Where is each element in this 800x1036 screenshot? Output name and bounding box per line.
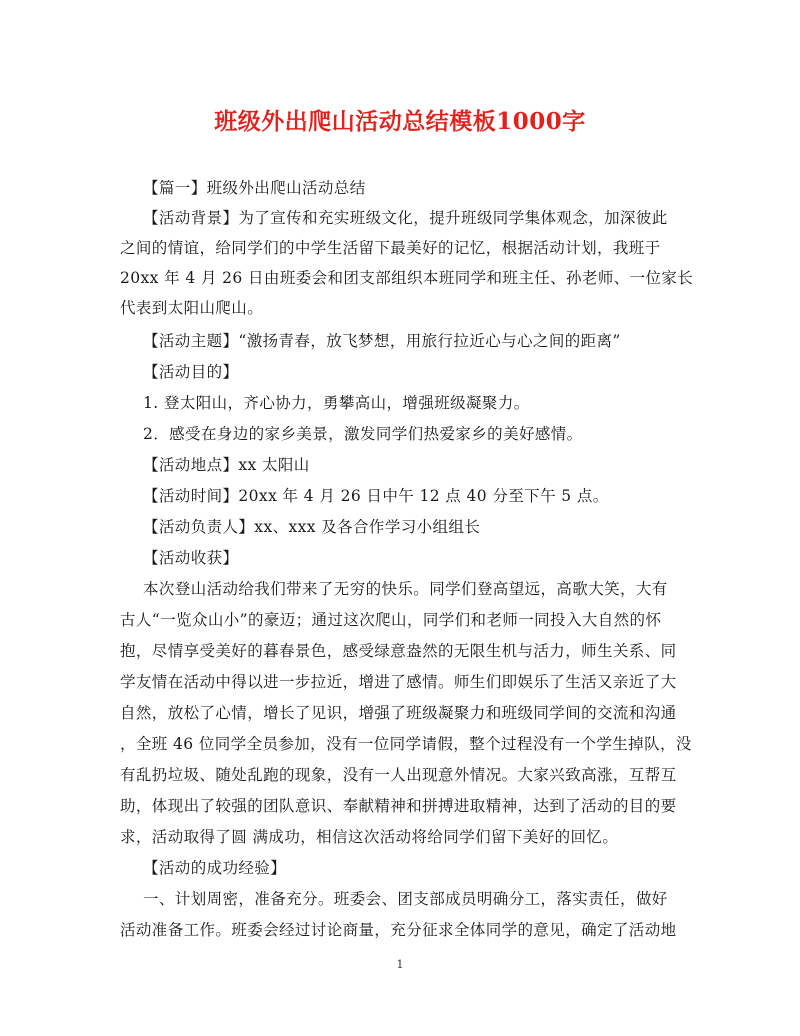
paragraph-line: 求，活动取得了圆 满成功，相信这次活动将给同学们留下美好的回忆。 xyxy=(120,828,619,846)
paragraph-line: ，全班 46 位同学全员参加，没有一位同学请假，整个过程没有一个学生掉队，没 xyxy=(120,735,692,753)
page-number: 1 xyxy=(396,958,404,971)
paragraph-line: 自然，放松了心情，增长了见识，增强了班级凝聚力和班级同学间的交流和沟通 xyxy=(120,704,677,722)
paragraph-line: 【活动负责人】xx、xxx 及各合作学习小组组长 xyxy=(143,518,481,536)
paragraph-line: 【活动背景】为了宣传和充实班级文化，提升班级同学集体观念，加深彼此 xyxy=(143,209,668,227)
paragraph-line: 学友情在活动中得以进一步拉近，增进了感情。师生们即娱乐了生活又亲近了大 xyxy=(120,673,677,691)
paragraph-line: 20xx 年 4 月 26 日由班委会和团支部组织本班同学和班主任、孙老师、一位家长 xyxy=(120,269,694,287)
paragraph-line: 之间的情谊，给同学们的中学生活留下最美好的记忆，根据活动计划，我班于 xyxy=(120,239,661,257)
paragraph-line: 有乱扔垃圾、随处乱跑的现象，没有一人出现意外情况。大家兴致高涨，互帮互 xyxy=(120,766,677,784)
paragraph-line: 【活动收获】 xyxy=(143,549,239,567)
paragraph-line: 【活动主题】“激扬青春，放飞梦想，用旅行拉近心与心之间的距离” xyxy=(143,332,621,350)
section-heading: 【活动的成功经验】 xyxy=(143,859,287,877)
paragraph-line: 代表到太阳山爬山。 xyxy=(120,299,264,317)
list-item: 2．感受在身边的家乡美景，激发同学们热爱家乡的美好感情。 xyxy=(143,425,583,443)
paragraph-line: 【活动时间】20xx 年 4 月 26 日中午 12 点 40 分至下午 5 点。 xyxy=(143,487,609,505)
list-item: 1. 登太阳山，齐心协力，勇攀高山，增强班级凝聚力。 xyxy=(143,394,530,412)
paragraph-line: 抱，尽情享受美好的暮春景色，感受绿意盎然的无限生机与活力，师生关系、同 xyxy=(120,642,677,660)
paragraph-line: 本次登山活动给我们带来了无穷的快乐。同学们登高望远，高歌大笑，大有 xyxy=(143,580,668,598)
paragraph-line: 助，体现出了较强的团队意识、奉献精神和拼搏进取精神，达到了活动的目的要 xyxy=(120,797,677,815)
paragraph-line: 【活动目的】 xyxy=(143,363,239,381)
paragraph-line: 活动准备工作。班委会经过讨论商量，充分征求全体同学的意见，确定了活动地 xyxy=(120,921,677,939)
section-heading: 【篇一】班级外出爬山活动总结 xyxy=(143,179,366,197)
paragraph-line: 古人“一览众山小”的豪迈；通过这次爬山，同学们和老师一同投入大自然的怀 xyxy=(120,611,662,629)
paragraph-line: 【活动地点】xx 太阳山 xyxy=(143,456,310,474)
paragraph-line: 一、计划周密，准备充分。班委会、团支部成员明确分工，落实责任，做好 xyxy=(143,890,668,908)
page-title: 班级外出爬山活动总结模板1000字 xyxy=(214,108,586,135)
